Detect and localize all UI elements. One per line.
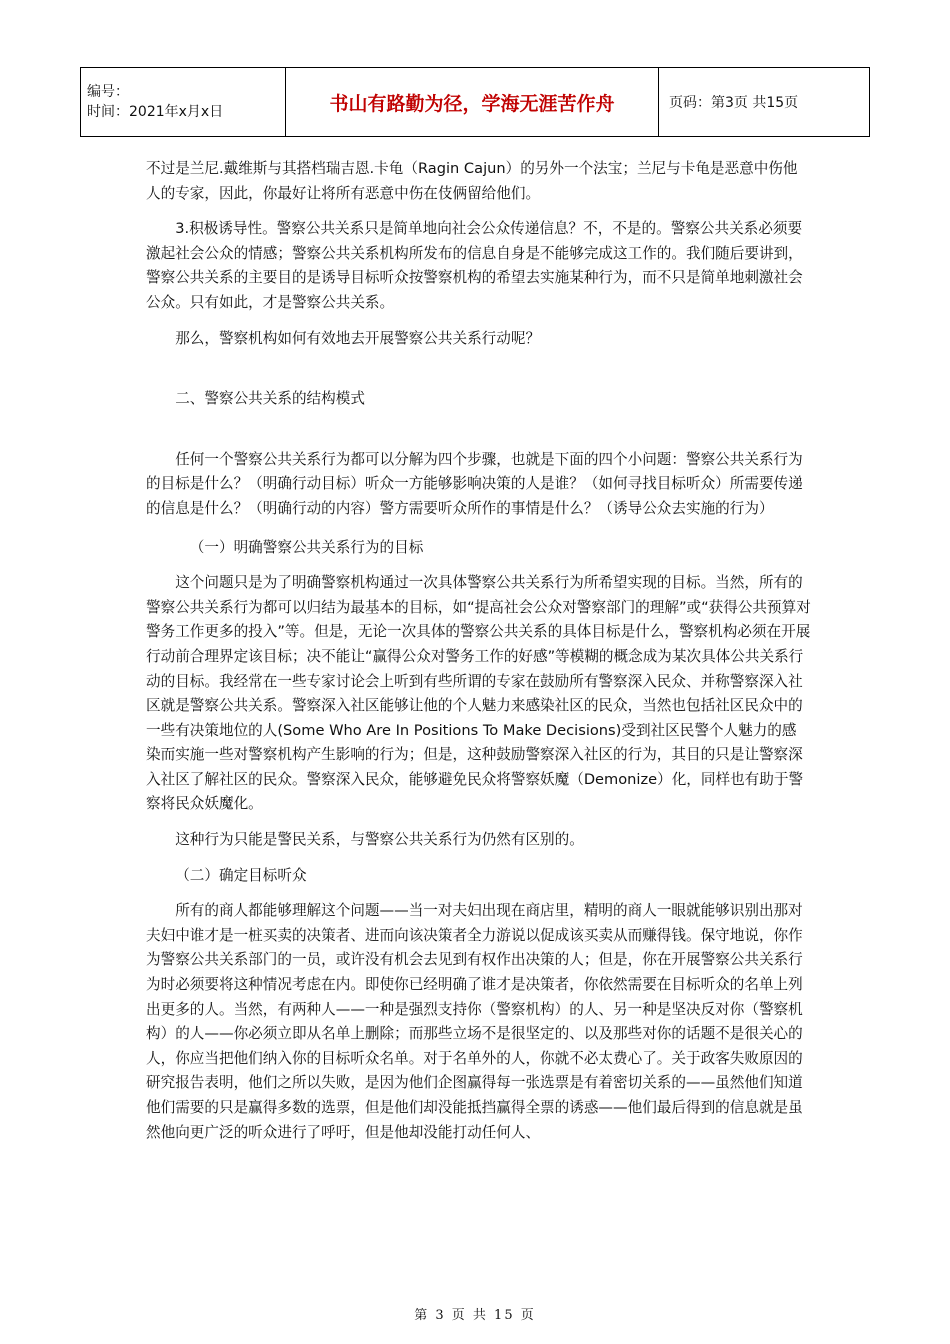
header-number: 编号：: [87, 84, 129, 100]
paragraph-4: 任何一个警察公共关系行为都可以分解为四个步骤，也就是下面的四个小问题：警察公共关系行为的目标是什么？（明确行动目标）听众一方能够影响决策的人是谁？（如何寻找目标听众）所需要传递的信息是什么？（明确行动的内容）警方需要听众所作的事情是什么？（诱导公众去实施的行为）: [146, 450, 803, 517]
document-body: [146, 157, 811, 1145]
paragraph-1: 不过是兰尼.戴维斯与其搭档瑞吉恩.卡龟（Ragin Cajun）的另外一个法宝；兰尼与卡龟是恶意中伤他人的专家，因此，你最好让将所有恶意中伤在伎俩留给他们。: [146, 160, 798, 202]
paragraph-2: 3.积极诱导性。警察公共关系只是简单地向社会公众传递信息？不，不是的。警察公共关系必须要激起社会公众的情感；警察公共关系机构所发布的信息自身是不能够完成这工作的。我们随后要讲到，警察公共关系的主要目的是诱导目标听众按警察机构的希望去实施某种行为，而不只是简单地刺激社会公众。只有如此，才是警察公共关系。: [146, 220, 803, 311]
subheading-2: （二）确定目标听众: [175, 866, 307, 884]
subheading-1: （一）明确警察公共关系行为的目标: [189, 538, 424, 556]
page-footer: 第 3 页 共 15 页: [414, 1308, 536, 1323]
paragraph-5: 这个问题只是为了明确警察机构通过一次具体警察公共关系行为所希望实现的目标。当然，所有的警察公共关系行为都可以归结为最基本的目标，如“提高社会公众对警察部门的理解”或“获得公共预算对警务工作更多的投入”等。但是，无论一次具体的警察公共关系的具体目标是什么，警察机构必须在开展行动前合理界定该目标；决不能让“赢得公众对警务工作的好感”等模糊的概念成为某次具体公共关系行动的目标。我经常在一些专家讨论会上听到有些所谓的专家在鼓励所有警察深入民众、并称警察深入社区就是警察公共关系。警察深入社区能够让他的个人魅力来感染社区的民众，当然也包括社区民众中的一些有决策地位的人(Some Who Are In Positions To Make Decisions)受到社区民警个人魅力的感染而实施一些对警察机构产生影响的行为；但是，这种鼓励警察深入社区的行为，其目的只是让警察深入社区了解社区的民众。警察深入民众，能够避免民众将警察妖魔（Demonize）化，同样也有助于警察将民众妖魔化。: [146, 574, 811, 813]
header-page-number: 页码：第3页 共15页: [659, 68, 870, 137]
paragraph-6: 这种行为只能是警民关系，与警察公共关系行为仍然有区别的。: [175, 831, 584, 849]
document-header: [80, 67, 870, 137]
header-motto: 书山有路勤为径，学海无涯苦作舟: [286, 68, 659, 137]
header-meta-cell: [81, 68, 286, 137]
section-heading-2: 二、警察公共关系的结构模式: [175, 390, 365, 408]
paragraph-3: 那么，警察机构如何有效地去开展警察公共关系行动呢？: [175, 329, 541, 347]
paragraph-7: 所有的商人都能够理解这个问题——当一对夫妇出现在商店里，精明的商人一眼就能够识别出那对夫妇中谁才是一桩买卖的决策者、进而向该决策者全力游说以促成该买卖从而赚得钱。保守地说，你作为警察公共关系部门的一员，或许没有机会去见到有权作出决策的人；但是，你在开展警察公共关系行为时必须要将这种情况考虑在内。即使你已经明确了谁才是决策者，你依然需要在目标听众的名单上列出更多的人。当然，有两种人——一种是强烈支持你（警察机构）的人、另一种是坚决反对你（警察机构）的人——你必须立即从名单上删除；而那些立场不是很坚定的、以及那些对你的话题不是很关心的人，你应当把他们纳入你的目标听众名单。对于名单外的人，你就不必太费心了。关于政客失败原因的研究报告表明，他们之所以失败，是因为他们企图赢得每一张选票是有着密切关系的——虽然他们知道他们需要的只是赢得多数的选票，但是他们却没能抵挡赢得全票的诱惑——他们最后得到的信息就是虽然他向更广泛的听众进行了呼吁，但是他却没能打动任何人、: [146, 902, 803, 1141]
header-date: 时间：2021年x月x日: [87, 104, 224, 120]
